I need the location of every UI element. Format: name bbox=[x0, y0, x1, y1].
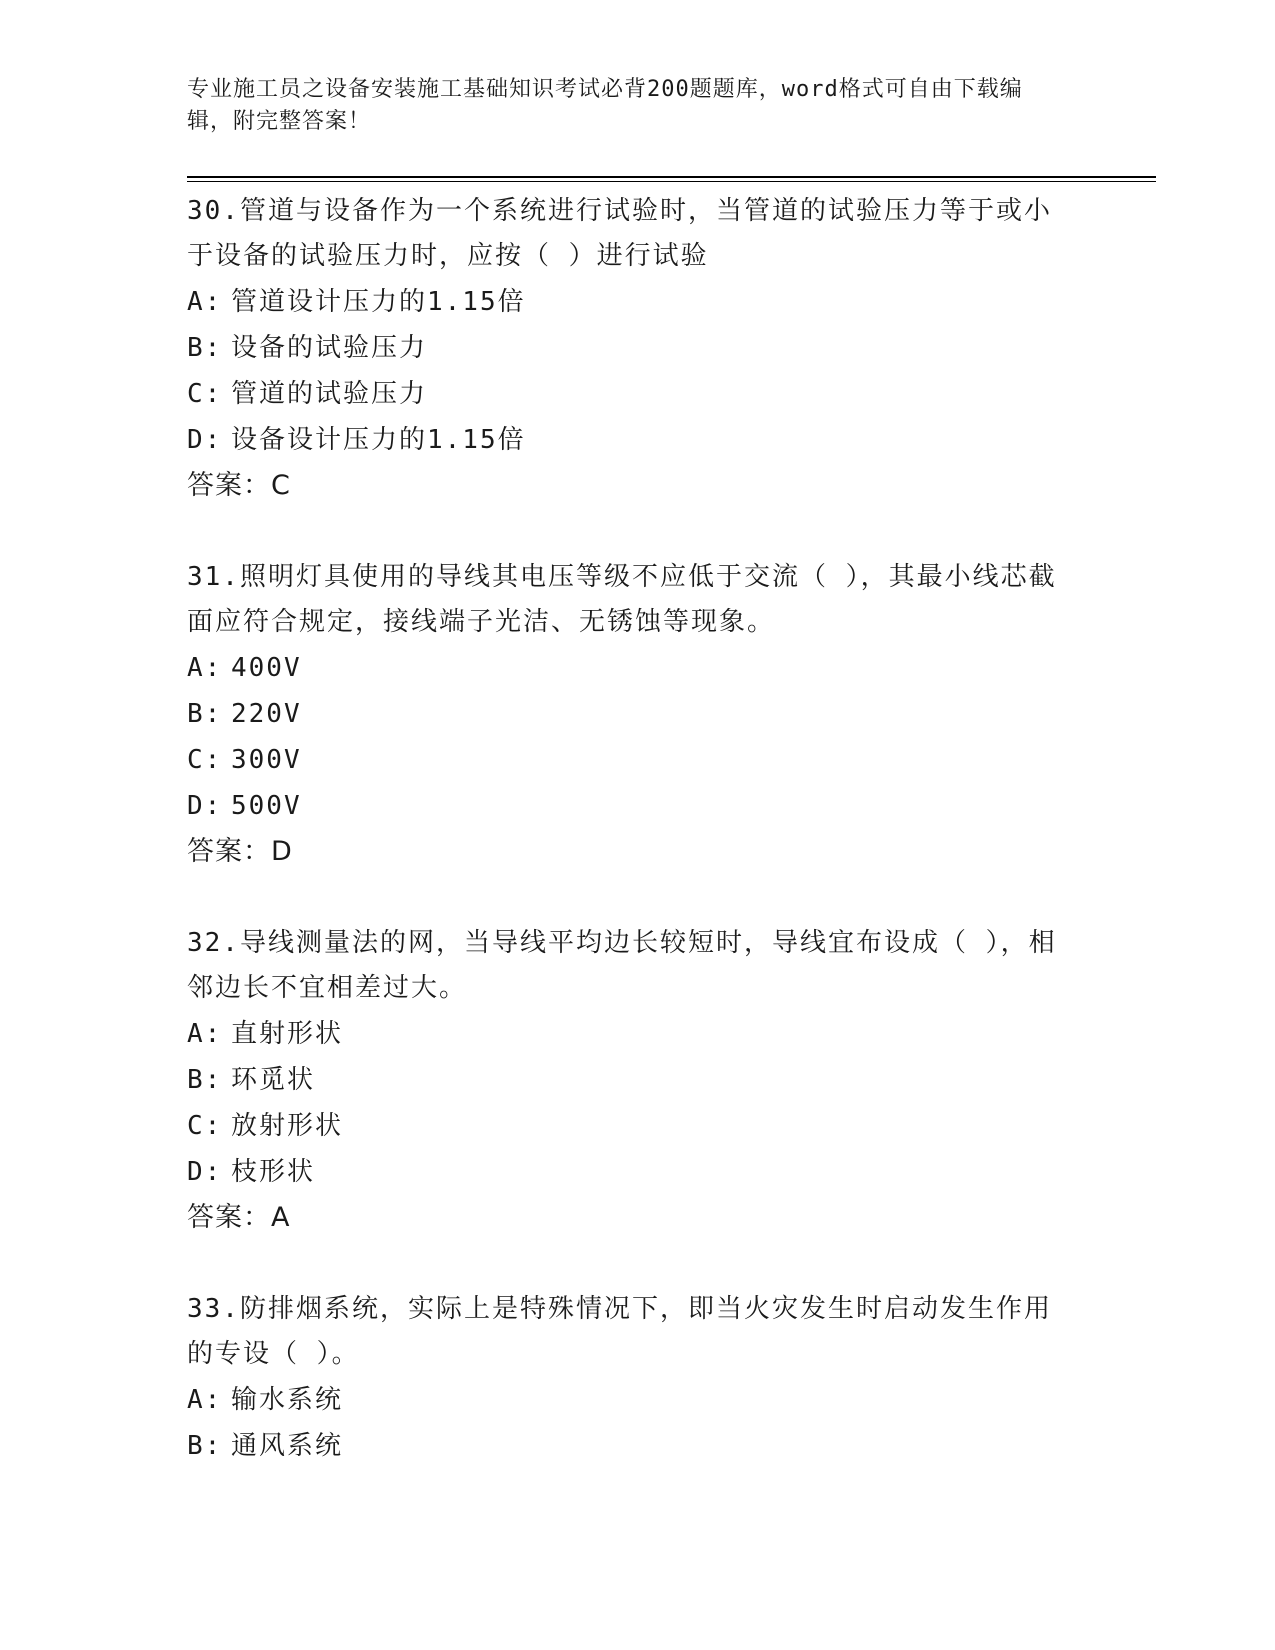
option-text: 管道设计压力的1.15倍 bbox=[231, 287, 526, 317]
question-stem: 32.导线测量法的网，当导线平均边长较短时，导线宜布设成（ ），相邻边长不宜相差过大。 bbox=[187, 928, 1057, 1003]
option-label: B: bbox=[187, 1065, 223, 1095]
document-title: 专业施工员之设备安装施工基础知识考试必背200题题库，word格式可自由下载编辑，附完整答案！ bbox=[187, 77, 1023, 134]
option-text: 设备设计压力的1.15倍 bbox=[231, 425, 526, 455]
header-divider-thin bbox=[187, 181, 1156, 182]
option-text: 500V bbox=[231, 791, 302, 821]
option-text: 设备的试验压力 bbox=[231, 333, 428, 363]
option-b bbox=[187, 1057, 1087, 1103]
option-label: C: bbox=[187, 379, 223, 409]
option-label: A: bbox=[187, 653, 223, 683]
question-stem: 31.照明灯具使用的导线其电压等级不应低于交流（ ），其最小线芯截面应符合规定，接线端子光洁、无锈蚀等现象。 bbox=[187, 562, 1057, 637]
option-label: C: bbox=[187, 745, 223, 775]
option-a bbox=[187, 279, 1087, 325]
option-label: D: bbox=[187, 1157, 223, 1187]
option-b bbox=[187, 691, 1087, 737]
option-label: B: bbox=[187, 699, 223, 729]
option-d bbox=[187, 783, 1087, 829]
option-text: 环觅状 bbox=[231, 1065, 316, 1095]
option-a bbox=[187, 1377, 1087, 1423]
option-label: B: bbox=[187, 1431, 223, 1461]
option-text: 放射形状 bbox=[231, 1111, 344, 1141]
option-text: 300V bbox=[231, 745, 302, 775]
option-text: 输水系统 bbox=[231, 1385, 344, 1415]
option-b bbox=[187, 1423, 1087, 1469]
question-33 bbox=[187, 1287, 1087, 1469]
option-label: A: bbox=[187, 287, 223, 317]
option-text: 枝形状 bbox=[231, 1157, 316, 1187]
answer-line: 答案：C bbox=[187, 470, 291, 501]
option-a bbox=[187, 645, 1087, 691]
question-30 bbox=[187, 189, 1087, 508]
option-text: 220V bbox=[231, 699, 302, 729]
option-b bbox=[187, 325, 1087, 371]
option-c bbox=[187, 371, 1087, 417]
option-label: D: bbox=[187, 425, 223, 455]
option-text: 400V bbox=[231, 653, 302, 683]
question-stem: 33.防排烟系统，实际上是特殊情况下，即当火灾发生时启动发生作用的专设（ ）。 bbox=[187, 1294, 1052, 1369]
option-c bbox=[187, 737, 1087, 783]
option-label: A: bbox=[187, 1385, 223, 1415]
header-divider-thick bbox=[187, 176, 1156, 178]
document-header bbox=[187, 74, 1067, 138]
option-a bbox=[187, 1011, 1087, 1057]
option-text: 通风系统 bbox=[231, 1431, 344, 1461]
option-text: 管道的试验压力 bbox=[231, 379, 428, 409]
question-32 bbox=[187, 921, 1087, 1240]
question-list bbox=[187, 189, 1087, 1516]
question-stem: 30.管道与设备作为一个系统进行试验时，当管道的试验压力等于或小于设备的试验压力时，应按（ ）进行试验 bbox=[187, 196, 1052, 271]
option-label: B: bbox=[187, 333, 223, 363]
option-label: A: bbox=[187, 1019, 223, 1049]
option-label: C: bbox=[187, 1111, 223, 1141]
question-31 bbox=[187, 555, 1087, 874]
answer-line: 答案：D bbox=[187, 836, 293, 867]
option-d bbox=[187, 417, 1087, 463]
answer-line: 答案：A bbox=[187, 1202, 291, 1233]
option-c bbox=[187, 1103, 1087, 1149]
option-d bbox=[187, 1149, 1087, 1195]
option-label: D: bbox=[187, 791, 223, 821]
option-text: 直射形状 bbox=[231, 1019, 344, 1049]
